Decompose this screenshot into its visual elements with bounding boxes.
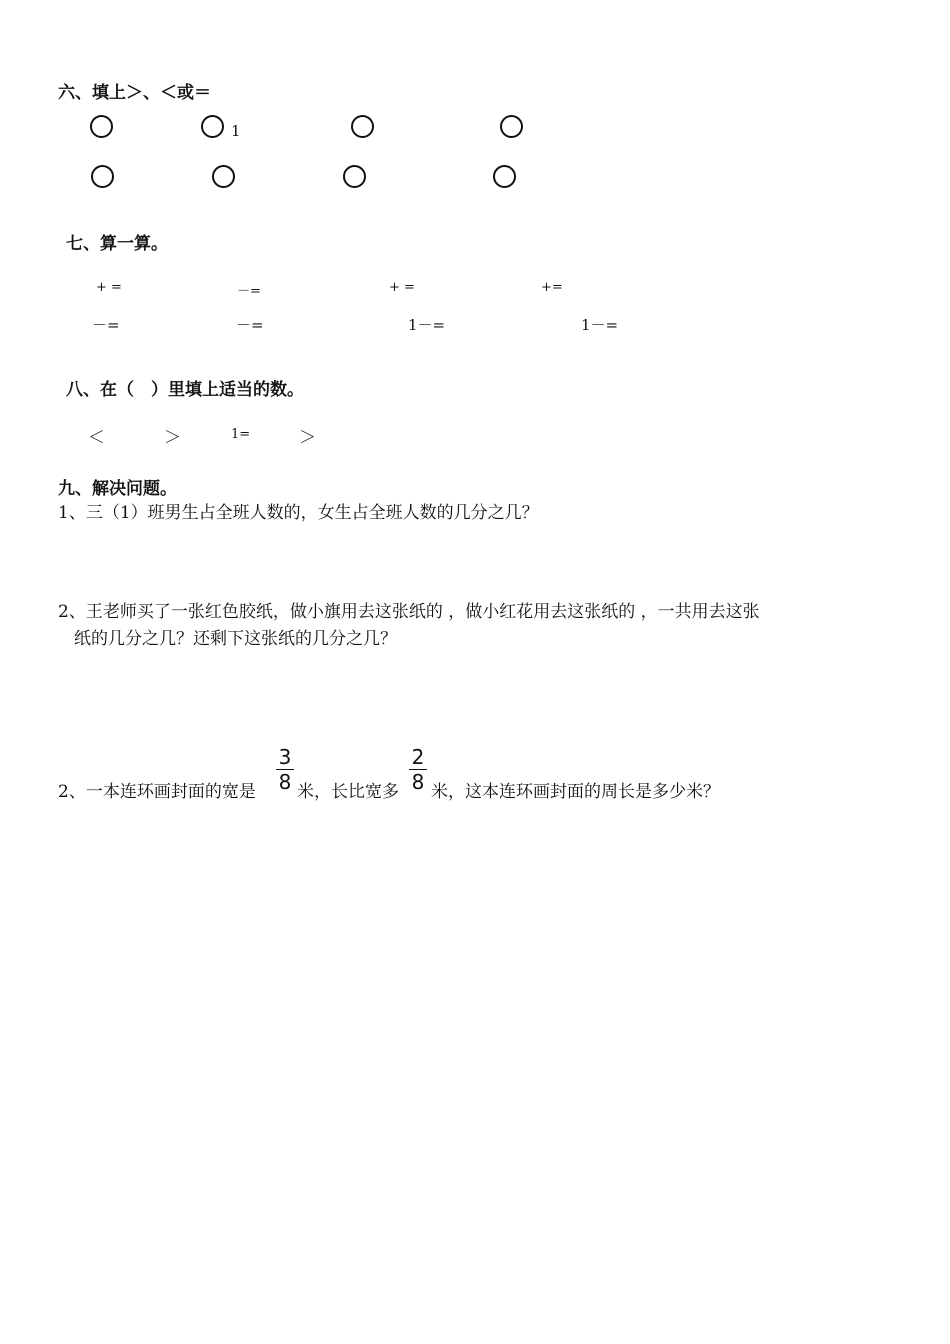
question-3-part-3: 米，这本连环画封面的周长是多少米？ — [431, 782, 720, 802]
calc-expression: 1－= — [408, 316, 446, 334]
fraction-extra — [409, 746, 427, 793]
section-7-title: 七、算一算。 — [66, 234, 168, 254]
compare-operand: 1 — [231, 122, 241, 140]
calc-expression: 1－= — [581, 316, 619, 334]
question-3-part-2: 米，长比宽多 — [297, 782, 399, 802]
calc-expression: －= — [237, 284, 261, 299]
compare-circle[interactable] — [500, 115, 523, 138]
fill-item: ＞ — [164, 428, 181, 448]
fraction-numerator: 3 — [278, 745, 292, 769]
fill-item: ＜ — [88, 428, 105, 448]
question-2-line-1: 2、王老师买了一张红色胶纸，做小旗用去这张纸的 ，做小红花用去这张纸的 ，一共用去这张 — [58, 602, 760, 622]
section-6-title: 六、填上＞、＜或＝ — [58, 83, 211, 103]
fill-item: ＞ — [299, 428, 316, 448]
compare-circle[interactable] — [351, 115, 374, 138]
fraction-width — [276, 746, 294, 793]
question-2-line-2: 纸的几分之几？还剩下这张纸的几分之几？ — [74, 629, 397, 649]
calc-expression: + = — [389, 280, 415, 295]
calc-expression: －= — [236, 316, 264, 334]
fraction-numerator: 2 — [411, 745, 425, 769]
calc-expression: += — [541, 280, 563, 295]
compare-circle[interactable] — [493, 165, 516, 188]
section-9-title: 九、解决问题。 — [58, 479, 177, 499]
fraction-denominator: 8 — [411, 770, 425, 794]
question-3-part-1: 2、一本连环画封面的宽是 — [58, 782, 256, 802]
fraction-denominator: 8 — [278, 770, 292, 794]
compare-circle[interactable] — [201, 115, 224, 138]
section-8-title: 八、在（ ）里填上适当的数。 — [66, 380, 304, 400]
question-1: 1、三（1）班男生占全班人数的，女生占全班人数的几分之几？ — [58, 503, 539, 523]
compare-circle[interactable] — [212, 165, 235, 188]
compare-circle[interactable] — [91, 165, 114, 188]
compare-circle[interactable] — [90, 115, 113, 138]
compare-circle[interactable] — [343, 165, 366, 188]
calc-expression: + = — [96, 280, 122, 295]
fill-item: 1= — [231, 427, 251, 442]
calc-expression: －= — [92, 316, 120, 334]
